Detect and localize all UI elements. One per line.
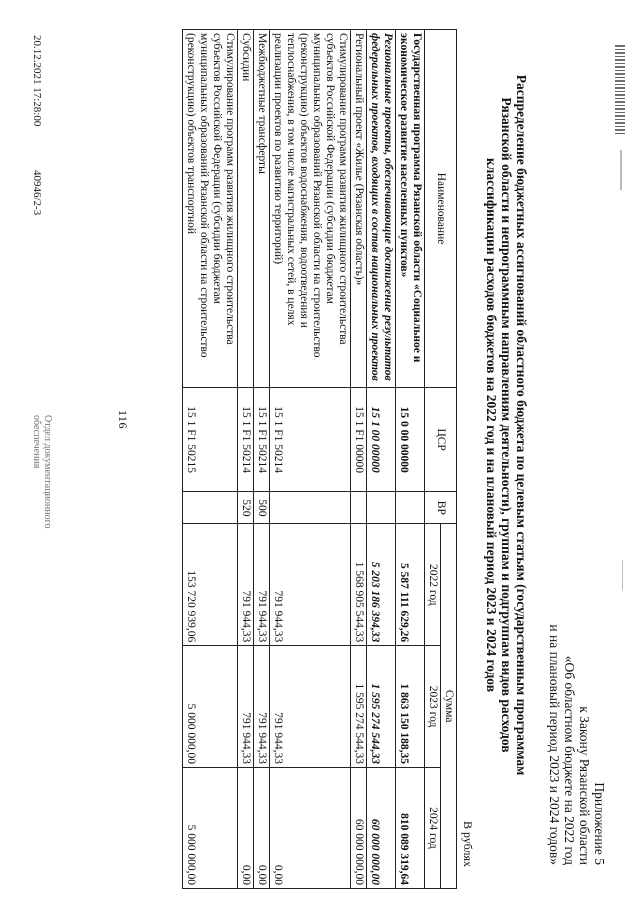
- row-2024: 810 089 319,64: [396, 767, 425, 888]
- row-2023: 1 595 274 544,33: [351, 646, 367, 768]
- appendix-line-3: «Об областном бюджете на 2022 год: [562, 655, 577, 865]
- header-2022: 2022 год: [425, 524, 441, 646]
- stamp-line-2: обеспечения: [31, 415, 42, 469]
- page-number: 116: [116, 410, 130, 430]
- scan-edge-mark: [622, 560, 623, 590]
- row-csr: 15 1 F1 00000: [351, 388, 367, 492]
- row-csr: 15 1 F1 50214: [238, 388, 254, 492]
- barcode-mark: [615, 45, 625, 135]
- row-name: Государственная программа Рязанской области «Социальное и экономическое развитие населенных пунктов»: [396, 30, 425, 388]
- row-name: Стимулирование программ развития жилищного строительства субъектов Российской Федерации (субсидии бюджетам муниципальных образований Рязанской области на строительство (реконструкцию) объектов транспортной: [183, 30, 238, 388]
- row-vr: 520: [238, 492, 254, 524]
- row-name: Стимулирование программ развития жилищного строительства субъектов Российской Федерации (субсидии бюджетам муниципальных образований Рязанской области на строительство (реконструкцию) объектов водоснабжения, водоотведения и теплоснабжения, в том числе магистральных сетей, в целях реализации проектов по развитию территорий): [270, 30, 351, 388]
- row-2024: 0,00: [238, 767, 254, 888]
- row-csr: 15 1 00 00000: [367, 388, 396, 492]
- row-2022: 153 720 939,06: [183, 524, 238, 646]
- title-line-3: классификации расходов бюджетов на 2022 год и на плановый период 2023 и 2024 годов: [484, 157, 499, 693]
- header-2023: 2023 год: [425, 646, 441, 768]
- footer-doc-code: 40946/2-3: [31, 170, 43, 216]
- row-2022: 791 944,33: [270, 524, 351, 646]
- row-vr: 500: [254, 492, 270, 524]
- header-sum: Сумма: [441, 524, 457, 889]
- header-row: [441, 30, 457, 889]
- appendix-line-1: Приложение 5: [592, 782, 607, 865]
- row-name: Региональный проект «Жилье (Рязанская область)»: [351, 30, 367, 388]
- row-2023: 1 595 274 544,33: [367, 646, 396, 768]
- header-2024: 2024 год: [425, 767, 441, 888]
- row-2024: 0,00: [254, 767, 270, 888]
- row-2023: 791 944,33: [254, 646, 270, 768]
- row-name: Межбюджетные трансферты: [254, 30, 270, 388]
- table-row: [183, 30, 238, 889]
- footer-datetime: 20.12.2021 17:28:00: [31, 35, 43, 127]
- row-2023: 1 863 150 188,35: [396, 646, 425, 768]
- document-title: [484, 65, 529, 785]
- row-csr: 15 1 F1 50214: [270, 388, 351, 492]
- scan-edge-mark: [620, 150, 622, 190]
- row-vr: [396, 492, 425, 524]
- table-row: [367, 30, 396, 889]
- stamp-line-1: Отдел документационного: [42, 415, 53, 529]
- appendix-header: [547, 624, 607, 865]
- table-row: [351, 30, 367, 889]
- row-2022: 5 203 186 394,33: [367, 524, 396, 646]
- row-vr: [351, 492, 367, 524]
- row-2024: 60 000 000,00: [351, 767, 367, 888]
- row-2024: 60 000 000,00: [367, 767, 396, 888]
- budget-table: [182, 29, 457, 889]
- row-2024: 0,00: [270, 767, 351, 888]
- row-2024: 5 000 000,00: [183, 767, 238, 888]
- row-csr: 15 1 F1 50215: [183, 388, 238, 492]
- row-2022: 5 587 111 629,26: [396, 524, 425, 646]
- row-2022: 791 944,33: [254, 524, 270, 646]
- table-row: [270, 30, 351, 889]
- row-name: Субсидии: [238, 30, 254, 388]
- title-line-2: Рязанской области и непрограммным направлениям деятельности), группам и подгруппам видов расходов: [499, 97, 514, 753]
- title-line-1: Распределение бюджетных ассигнований областного бюджета по целевым статьям (государственным программам: [514, 74, 529, 776]
- appendix-line-4: и на плановый период 2023 и 2024 годов»: [547, 624, 562, 865]
- table-row: [396, 30, 425, 889]
- table-row: [238, 30, 254, 889]
- appendix-line-2: к Закону Рязанской области: [577, 706, 592, 865]
- document-page: [25, 25, 625, 885]
- row-2022: 791 944,33: [238, 524, 254, 646]
- row-name: Региональные проекты, обеспечивающие достижение результатов федеральных проектов, входящих в состав национальных проектов: [367, 30, 396, 388]
- header-name: Наименование: [425, 30, 457, 388]
- row-2023: 5 000 000,00: [183, 646, 238, 768]
- row-vr: [367, 492, 396, 524]
- table-row: [254, 30, 270, 889]
- row-csr: 15 1 F1 50214: [254, 388, 270, 492]
- row-2023: 791 944,33: [270, 646, 351, 768]
- row-2022: 1 568 905 544,33: [351, 524, 367, 646]
- row-csr: 15 0 00 00000: [396, 388, 425, 492]
- row-vr: [270, 492, 351, 524]
- header-vr: ВР: [425, 492, 457, 524]
- header-csr: ЦСР: [425, 388, 457, 492]
- row-vr: [183, 492, 238, 524]
- unit-label: В рублях: [461, 820, 475, 867]
- row-2023: 791 944,33: [238, 646, 254, 768]
- office-stamp: [31, 415, 53, 528]
